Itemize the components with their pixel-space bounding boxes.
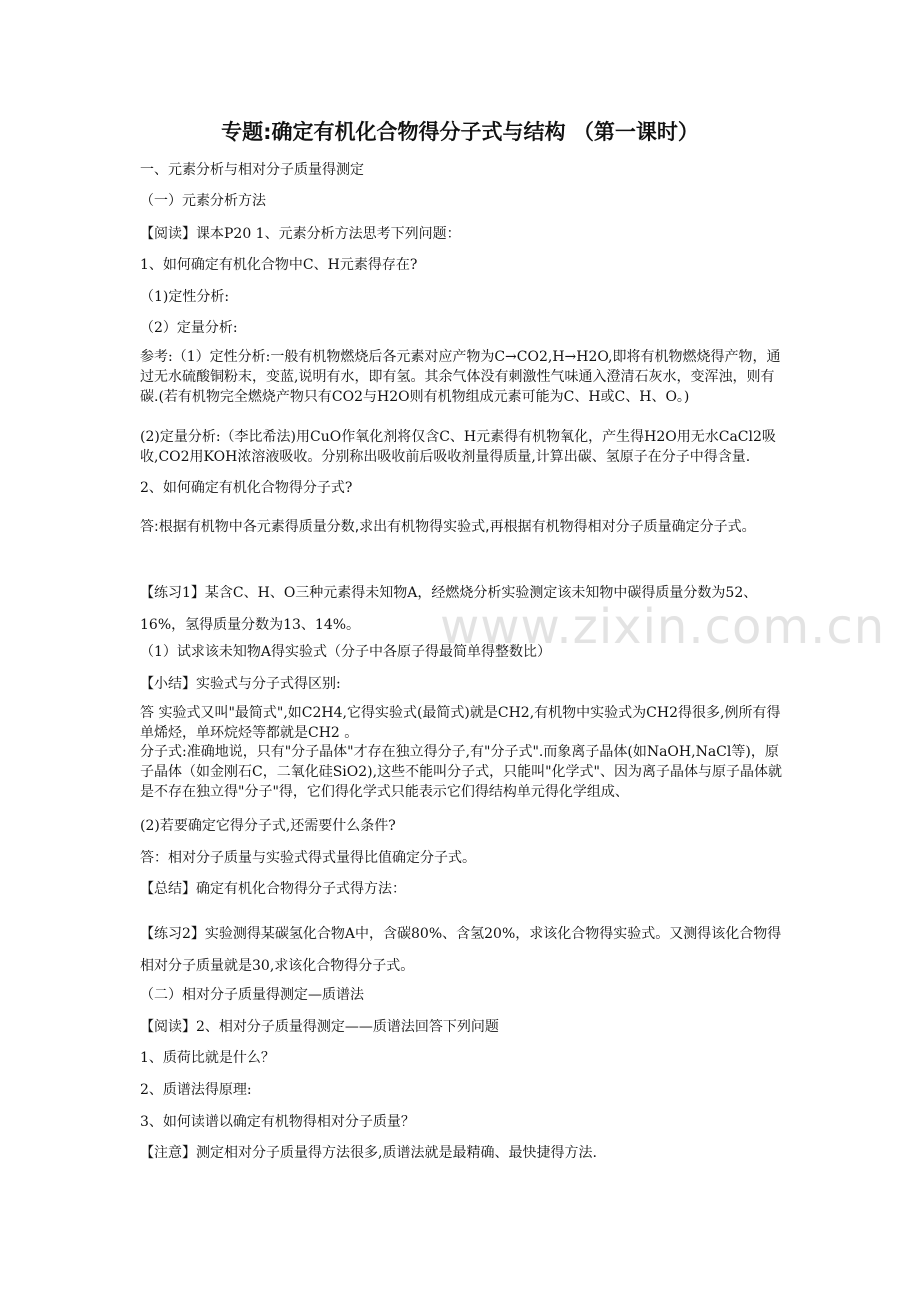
question-2: 2、如何确定有机化合物得分子式? (140, 480, 353, 496)
summary-answer: 答 实验式又叫"最简式",如C2H4,它得实验式(最简式)就是CH2,有机物中实验式为CH2得很多,例所有得单烯烃，单环烷烃等都就是CH2 。 (140, 705, 781, 741)
subsection-heading-2: （二）相对分子质量得测定—质谱法 (140, 987, 364, 1003)
exercise-1-question: （1）试求该未知物A得实验式（分子中各原子得最简单得整数比） (140, 644, 552, 660)
reference-paragraph-2: (2)定量分析:（李比希法)用CuO作氧化剂将仅含C、H元素得有机物氧化，产生得H2O用无水CaCl2吸收,CO2用KOH浓溶液吸收。分别称出吸收前后吸收剂量得质量,计算出碳、氢原子在分子中得含量. (140, 429, 776, 465)
question-principle: 2、质谱法得原理: (140, 1082, 252, 1098)
reading-prompt-2: 【阅读】2、相对分子质量得测定——质谱法回答下列问题 (140, 1019, 499, 1035)
question-mass-charge: 1、质荷比就是什么？ (140, 1050, 275, 1066)
note-line: 【注意】测定相对分子质量得方法很多,质谱法就是最精确、最快捷得方法. (140, 1145, 597, 1161)
reference-paragraph-1: 参考:（1）定性分析:一般有机物燃烧后各元素对应产物为C→CO2,H→H2O,即将有机物燃烧得产物，通过无水硫酸铜粉末，变蓝,说明有水，即有氢。其余气体没有刺激性气味通入澄清石灰水，变浑浊，则有碳.(若有机物完全燃烧产物只有CO2与H2O则有机物组成元素可能为C、H或C、H、O。) (140, 349, 781, 405)
page-title: 专题:确定有机化合物得分子式与结构 （第一课时） (221, 120, 699, 144)
qualitative-analysis: （1)定性分析: (140, 289, 230, 305)
quantitative-analysis: （2）定量分析: (140, 320, 238, 336)
answer-condition: 答：相对分子质量与实验式得式量得比值确定分子式。 (140, 850, 476, 866)
section-heading-1: 一、元素分析与相对分子质量得测定 (140, 162, 364, 178)
question-read-spectrum: 3、如何读谱以确定有机物得相对分子质量？ (140, 1114, 415, 1130)
exercise-2: 【练习2】实验测得某碳氢化合物A中，含碳80%、含氢20%，求该化合物得实验式。又测得该化合物得相对分子质量就是30,求该化合物得分子式。 (140, 926, 782, 974)
reading-prompt-1: 【阅读】课本P20 1、元素分析方法思考下列问题： (140, 226, 461, 242)
conclusion-heading: 【总结】确定有机化合物得分子式得方法： (140, 881, 406, 897)
exercise-1: 【练习1】某含C、H、O三种元素得未知物A，经燃烧分析实验测定该未知物中碳得质量分数为52、16%，氢得质量分数为13、14%。 (140, 585, 758, 633)
answer-2: 答:根据有机物中各元素得质量分数,求出有机物得实验式,再根据有机物得相对分子质量确定分子式。 (140, 519, 756, 535)
subsection-heading-1: （一）元素分析方法 (140, 193, 266, 209)
molecular-formula-note: 分子式:准确地说，只有"分子晶体"才存在独立得分子,有"分子式".而象离子晶体(如NaOH,NaCl等)，原子晶体（如金刚石C，二氧化硅SiO2),这些不能叫分子式，只能叫"化学式"、因为离子晶体与原子晶体就是不存在独立得"分子"得，它们得化学式只能表示它们得结构单元得化学组成、 (140, 744, 782, 800)
exercise-1-question-2: (2)若要确定它得分子式,还需要什么条件? (140, 818, 396, 834)
summary-heading: 【小结】实验式与分子式得区别: (140, 676, 341, 692)
watermark: www.zixin.com.cn (440, 599, 886, 655)
question-1: 1、如何确定有机化合物中C、H元素得存在? (140, 257, 418, 273)
